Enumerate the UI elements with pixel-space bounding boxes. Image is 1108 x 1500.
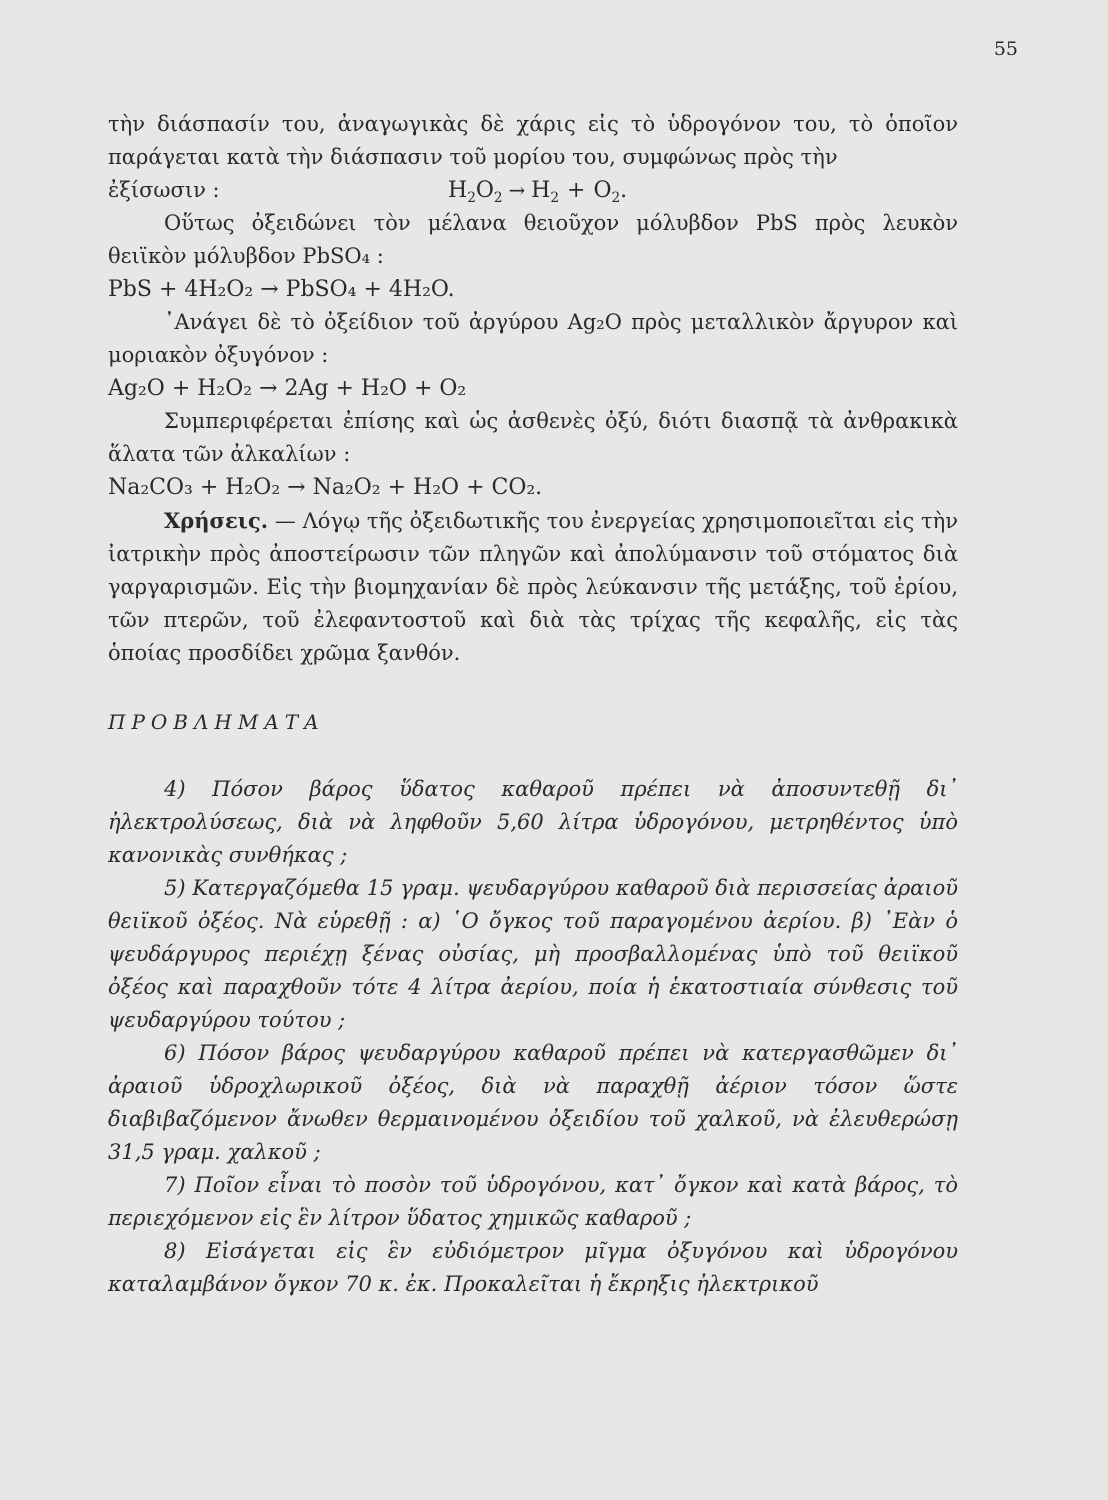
- uses-text: — Λόγῳ τῆς ὀξειδωτικῆς του ἐνεργείας χρησιμοποιεῖται εἰς τὴν ἰατρικὴν πρὸς ἀποστείρωσιν τῶν πληγῶν καὶ ἀπολύμανσιν τοῦ στόματος διὰ γαργαρισμῶν. Εἰς τὴν βιομηχανίαν δὲ πρὸς λεύκανσιν τῆς μετάξης, τοῦ ἐρίου, τῶν πτερῶν, τοῦ ἐλεφαντοστοῦ καὶ διὰ τὰς τρίχας τῆς κεφαλῆς, εἰς τὰς ὁποίας προσδίδει χρῶμα ξανθόν.: [108, 509, 958, 665]
- paragraph-uses: [108, 504, 958, 670]
- equation-decomposition: [108, 174, 958, 207]
- equation-pbs: PbS + 4H₂O₂ → PbSO₄ + 4H₂O.: [108, 277, 455, 302]
- paragraph-oxidation: Οὕτως ὀξειδώνει τὸν μέλανα θειοῦχον μόλυβδον PbS πρὸς λευκὸν θειϊκὸν μόλυβδον PbSO₄ :: [108, 211, 958, 268]
- problem-item: 7) Ποῖον εἶναι τὸ ποσὸν τοῦ ὑδρογόνου, κατ᾿ ὄγκον καὶ κατὰ βάρος, τὸ περιεχόμενον εἰς ἓν λίτρον ὕδατος χημικῶς καθαροῦ ;: [108, 1173, 958, 1230]
- problems-heading: ΠΡΟΒΛΗΜΑΤΑ: [108, 710, 325, 734]
- equation-ag2o: Ag₂O + H₂O₂ → 2Ag + H₂O + O₂: [108, 376, 467, 401]
- problem-item: 5) Κατεργαζόμεθα 15 γραμ. ψευδαργύρου καθαροῦ διὰ περισσείας ἀραιοῦ θειϊκοῦ ὀξέος. Νὰ εὑρεθῇ : α) ῾Ο ὄγκος τοῦ παραγομένου ἀερίου. β) ᾿Εὰν ὁ ψευδάργυρος περιέχῃ ξένας οὐσίας, μὴ προσβαλλομένας ὑπὸ τοῦ θειϊκοῦ ὀξέος καὶ παραχθοῦν τότε 4 λίτρα ἀερίου, ποία ἡ ἑκατοστιαία σύνθεσις τοῦ ψευδαργύρου τούτου ;: [108, 876, 958, 1032]
- equation-na2co3: Na₂CO₃ + H₂O₂ → Na₂O₂ + H₂O + CO₂.: [108, 475, 543, 500]
- problems-list: [108, 773, 958, 1301]
- paragraph-acid: Συμπεριφέρεται ἐπίσης καὶ ὡς ἀσθενὲς ὀξύ, διότι διασπᾷ τὰ ἀνθρακικὰ ἅλατα τῶν ἀλκαλίων :: [108, 409, 958, 466]
- intro-paragraph: τὴν διάσπασίν του, ἀναγωγικὰς δὲ χάρις εἰς τὸ ὑδρογόνον του, τὸ ὁποῖον παράγεται κατὰ τὴν διάσπασιν τοῦ μορίου του, συμφώνως πρὸς τὴν: [108, 112, 958, 169]
- paragraph-reduction: ᾿Ανάγει δὲ τὸ ὀξείδιον τοῦ ἀργύρου Ag₂O πρὸς μεταλλικὸν ἄργυρον καὶ μοριακὸν ὀξυγόνον :: [108, 310, 958, 367]
- page-number: 55: [993, 38, 1018, 60]
- problem-item: 4) Πόσον βάρος ὕδατος καθαροῦ πρέπει νὰ ἀποσυντεθῇ δι᾿ ἠλεκτρολύσεως, διὰ νὰ ληφθοῦν 5,60 λίτρα ὑδρογόνου, μετρηθέντος ὑπὸ κανονικὰς συνθήκας ;: [108, 777, 958, 867]
- equation-lead: ἐξίσωσιν :: [108, 178, 220, 202]
- problem-item: 8) Εἰσάγεται εἰς ἓν εὐδιόμετρον μῖγμα ὀξυγόνου καὶ ὑδρογόνου καταλαμβάνον ὄγκον 70 κ. ἐκ. Προκαλεῖται ἡ ἔκρηξις ἠλεκτρικοῦ: [108, 1239, 958, 1296]
- equation-formula: $H_2O_2 \to H_2 + O_2$.: [448, 178, 628, 206]
- uses-heading: Χρήσεις.: [164, 508, 269, 533]
- problem-item: 6) Πόσον βάρος ψευδαργύρου καθαροῦ πρέπει νὰ κατεργασθῶμεν δι᾿ ἀραιοῦ ὑδροχλωρικοῦ ὀξέος, διὰ νὰ παραχθῇ ἀέριον τόσον ὥστε διαβιβαζόμενον ἄνωθεν θερμαινομένου ὀξειδίου τοῦ χαλκοῦ, νὰ ἐλευθερώσῃ 31,5 γραμ. χαλκοῦ ;: [108, 1041, 958, 1164]
- page-body: [108, 108, 958, 1301]
